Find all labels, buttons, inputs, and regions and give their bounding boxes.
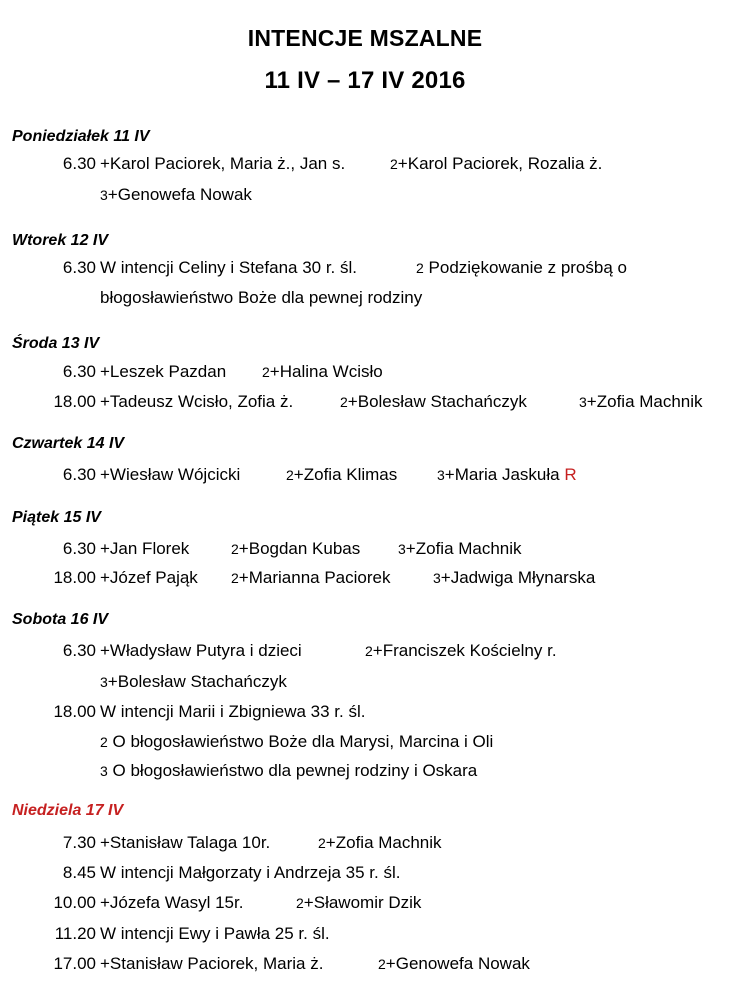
intention-entry — [100, 670, 287, 694]
intention-number: 2 — [296, 895, 304, 911]
intention-text: +Władysław Putyra i dzieci — [100, 641, 302, 660]
date-range-title: 11 IV – 17 IV 2016 — [264, 67, 466, 94]
intention-text: +Zofia Machnik — [586, 392, 703, 411]
intention-entry — [365, 639, 557, 663]
intention-number: 2 — [378, 956, 386, 972]
intention-number: 3 — [433, 570, 441, 586]
intention-text: +Genowefa Nowak — [107, 185, 252, 204]
intention-number: 2 — [100, 734, 108, 750]
intention-entry — [437, 463, 577, 487]
intention-text: +Karol Paciorek, Maria ż., Jan s. — [100, 154, 346, 173]
mass-time: 6.30 — [62, 641, 96, 660]
intention-text: W intencji Małgorzaty i Andrzeja 35 r. śl. — [100, 863, 401, 882]
intention-entry — [416, 256, 627, 280]
mass-time: 6.30 — [62, 465, 96, 484]
intention-entry — [100, 700, 365, 724]
mass-time: 18.00 — [53, 568, 96, 587]
intention-entry — [231, 566, 390, 590]
intention-number: 3 — [100, 763, 108, 779]
intention-text: +Tadeusz Wcisło, Zofia ż. — [100, 392, 294, 411]
intention-text: +Jan Florek — [100, 539, 190, 558]
intention-text: +Bolesław Stachańczyk — [347, 392, 527, 411]
day-heading-thursday: Czwartek 14 IV — [12, 435, 125, 452]
intention-number: 2 — [390, 156, 398, 172]
intention-entry — [100, 360, 226, 384]
mass-time: 7.30 — [62, 833, 96, 852]
intention-entry — [231, 537, 360, 561]
intention-entry — [100, 390, 293, 414]
intention-text: Podziękowanie z prośbą o — [423, 258, 627, 277]
intention-number: 2 — [416, 260, 424, 276]
intention-entry — [100, 152, 345, 176]
intention-entry — [398, 537, 522, 561]
intention-number: 2 — [318, 835, 326, 851]
intention-text: +Stanisław Talaga 10r. — [100, 833, 271, 852]
mass-time: 6.30 — [62, 362, 96, 381]
intention-entry — [100, 537, 189, 561]
intention-text: +Sławomir Dzik — [303, 893, 422, 912]
mass-time: 18.00 — [53, 702, 96, 721]
intention-text: +Bolesław Stachańczyk — [107, 672, 287, 691]
intention-number: 2 — [231, 570, 239, 586]
intention-text: +Leszek Pazdan — [100, 362, 227, 381]
intention-entry — [100, 952, 323, 976]
intention-text: +Jadwiga Młynarska — [440, 568, 596, 587]
intention-entry — [100, 463, 240, 487]
intention-text: W intencji Ewy i Pawła 25 r. śl. — [100, 924, 330, 943]
intention-text: +Józef Pająk — [100, 568, 198, 587]
intention-text: +Maria Jaskuła — [444, 465, 560, 484]
intention-entry — [100, 922, 330, 946]
day-heading-sunday: Niedziela 17 IV — [12, 802, 124, 819]
intention-entry — [579, 390, 703, 414]
document-title: INTENCJE MSZALNE — [247, 25, 483, 51]
intention-entry — [296, 891, 421, 915]
intention-entry — [100, 730, 493, 754]
intention-entry — [433, 566, 595, 590]
mass-time: 8.45 — [62, 863, 96, 882]
intention-number: 2 — [286, 467, 294, 483]
intention-entry — [340, 390, 527, 414]
intention-entry — [100, 639, 302, 663]
intention-entry — [318, 831, 442, 855]
mass-time: 11.20 — [54, 924, 96, 943]
mass-time: 6.30 — [62, 154, 96, 173]
intention-text: +Bogdan Kubas — [238, 539, 361, 558]
intention-text: +Zofia Klimas — [293, 465, 398, 484]
day-heading-wednesday: Środa 13 IV — [12, 335, 100, 352]
day-heading-saturday: Sobota 16 IV — [12, 611, 109, 628]
intention-number: 3 — [100, 674, 108, 690]
intention-entry — [390, 152, 602, 176]
mass-time: 6.30 — [62, 258, 96, 277]
intention-entry — [262, 360, 383, 384]
day-heading-monday: Poniedziałek 11 IV — [12, 128, 150, 145]
intention-text: +Franciszek Kościelny r. — [372, 641, 557, 660]
day-heading-tuesday: Wtorek 12 IV — [12, 232, 109, 249]
intention-entry — [100, 891, 243, 915]
intention-number: 2 — [262, 364, 270, 380]
intention-number: 3 — [437, 467, 445, 483]
intention-number: 2 — [340, 394, 348, 410]
intention-number: 3 — [100, 187, 108, 203]
day-heading-friday: Piątek 15 IV — [12, 509, 101, 526]
intention-text: +Wiesław Wójcicki — [100, 465, 241, 484]
intention-entry — [100, 256, 357, 280]
mass-time: 18.00 — [53, 392, 96, 411]
mass-time: 6.30 — [62, 539, 96, 558]
intention-text: błogosławieństwo Boże dla pewnej rodziny — [100, 288, 423, 307]
intention-text: O błogosławieństwo dla pewnej rodziny i Oskara — [107, 761, 478, 780]
intention-entry — [100, 286, 422, 310]
intention-number: 3 — [398, 541, 406, 557]
mass-time: 10.00 — [53, 893, 96, 912]
intention-entry — [100, 861, 400, 885]
intention-text: +Halina Wcisło — [269, 362, 383, 381]
intention-number: 2 — [231, 541, 239, 557]
intention-text: W intencji Marii i Zbigniewa 33 r. śl. — [100, 702, 366, 721]
intention-number: 2 — [365, 643, 373, 659]
intention-text: +Stanisław Paciorek, Maria ż. — [100, 954, 324, 973]
intention-entry — [286, 463, 397, 487]
red-mark-r: R — [564, 465, 577, 484]
intention-text: O błogosławieństwo Boże dla Marysi, Marcina i Oli — [107, 732, 494, 751]
mass-time: 17.00 — [53, 954, 96, 973]
intention-text: +Zofia Machnik — [325, 833, 442, 852]
intention-text: +Genowefa Nowak — [385, 954, 530, 973]
intention-entry — [100, 831, 270, 855]
intention-text: +Józefa Wasyl 15r. — [100, 893, 244, 912]
intention-text: +Marianna Paciorek — [238, 568, 391, 587]
intention-entry — [100, 183, 252, 207]
intention-entry — [378, 952, 530, 976]
intention-entry — [100, 759, 477, 783]
intention-entry — [100, 566, 198, 590]
intention-number: 3 — [579, 394, 587, 410]
intention-text: +Zofia Machnik — [405, 539, 522, 558]
intention-text: W intencji Celiny i Stefana 30 r. śl. — [100, 258, 358, 277]
intention-text: +Karol Paciorek, Rozalia ż. — [397, 154, 603, 173]
